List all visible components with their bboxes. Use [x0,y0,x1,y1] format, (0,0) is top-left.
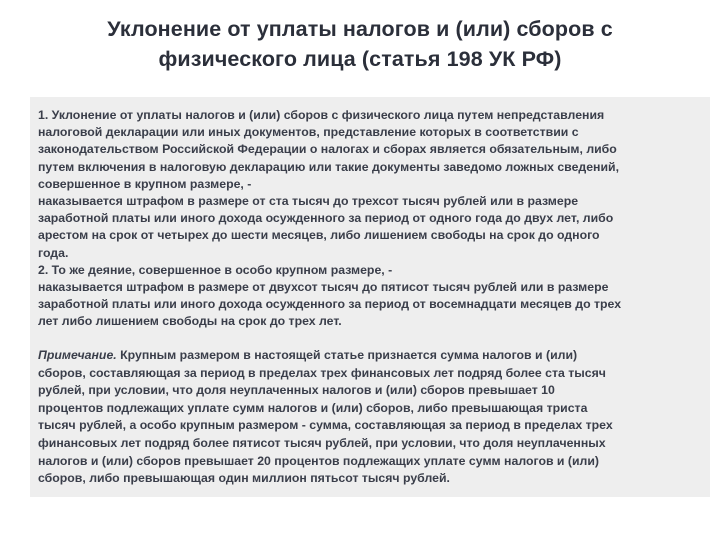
note-line: тысяч рублей, а особо крупным размером - сумма, составляющая за период в пределах трех [38,418,613,433]
slide-title [40,14,680,74]
note-line: налогов и (или) сборов превышает 20 процентов подлежащих уплате сумм налогов и (или) [38,453,600,468]
article-text [38,107,700,331]
article-line: совершенное в крупном размере, - [38,176,252,191]
note-line: рублей, при условии, что доля неуплаченных налогов и (или) сборов превышает 10 [38,383,555,398]
note-first-line-rest: Крупным размером в настоящей статье признается сумма налогов и (или) [116,348,578,362]
note-line: финансовых лет подряд более пятисот тысяч рублей, при условии, что доля неуплаченных [38,435,606,450]
article-line: арестом на срок от четырех до шести месяцев, либо лишением свободы на срок до одного [38,228,600,243]
article-line: наказывается штрафом в размере от двухсот тысяч до пятисот тысяч рублей или в размере [38,280,609,295]
article-line: года. [38,245,69,260]
note-first-line [38,347,700,365]
title-line-1: Уклонение от уплаты налогов и (или) сборов с [107,17,613,41]
article-line: наказывается штрафом в размере от ста тысяч до трехсот тысяч рублей или в размере [38,194,579,209]
article-line: заработной платы или иного дохода осужденного за период от одного года до двух лет, либо [38,211,614,226]
article-line: законодательством Российской Федерации о налогах и сборах является обязательным, либо [38,142,617,157]
title-line-2: физического лица (статья 198 УК РФ) [158,47,562,71]
note-line: сборов, либо превышающая один миллион пятьсот тысяч рублей. [38,471,450,486]
note-line: сборов, составляющая за период в пределах трех финансовых лет подряд более ста тысяч [38,365,606,380]
article-line: 1. Уклонение от уплаты налогов и (или) сборов с физического лица путем непредставления [38,108,605,122]
article-line: заработной платы или иного дохода осужденного за период от восемнадцати месяцев до трех [38,297,622,312]
article-line: путем включения в налоговую декларацию или такие документы заведомо ложных сведений, [38,159,620,174]
note-line: процентов подлежащих уплате сумм налогов и (или) сборов, либо превышающая триста [38,400,588,415]
article-line: 2. То же деяние, совершенное в особо крупном размере, - [38,262,393,277]
article-line: лет либо лишением свободы на срок до трех лет. [38,314,342,329]
article-line: налоговой декларации или иных документов, представление которых в соответствии с [38,125,579,140]
note-label: Примечание. [38,348,117,362]
note-text [38,347,700,488]
